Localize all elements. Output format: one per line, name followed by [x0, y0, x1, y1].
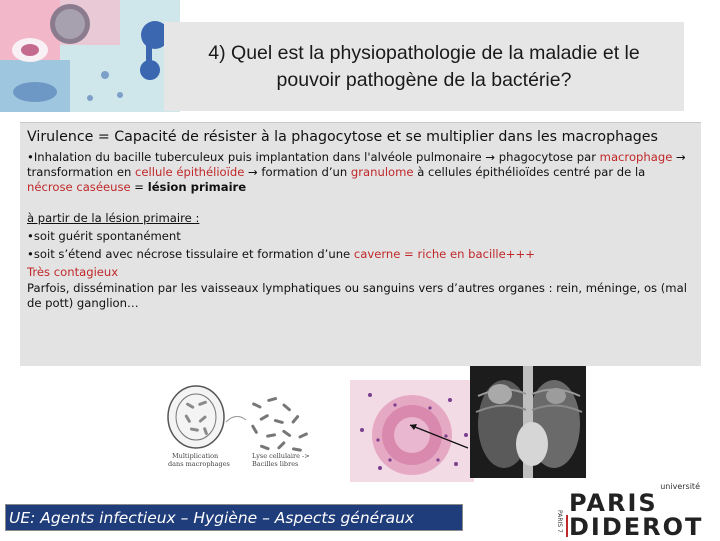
lesion-term: lésion primaire: [147, 180, 247, 194]
caverne-term: caverne = riche en bacille+++: [353, 247, 535, 261]
dissemination-line: Parfois, dissémination par les vaisseaux lymphatiques ou sanguins vers d’autres organes : rein, méninge, os (mal de pott) ganglion…: [27, 281, 687, 310]
arrow-icon: →: [485, 150, 496, 164]
contagieux-line: Très contagieux: [27, 265, 119, 279]
arrow-icon: →: [676, 150, 686, 164]
diagram-label: Lyse cellulaire ->: [252, 452, 310, 460]
cellule-term: cellule épithélioïde: [135, 165, 245, 179]
histology-image: [350, 380, 474, 482]
logo-paris-text: PARIS: [569, 489, 658, 517]
text-span: =: [130, 180, 148, 194]
logo-universite-text: université: [660, 482, 700, 491]
arrow-icon: →: [248, 165, 258, 179]
paragraph-evolution: [27, 209, 693, 311]
text-span: phagocytose par: [495, 150, 600, 164]
footer-banner: [5, 504, 463, 531]
text-span: •Inhalation du bacille tuberculeux puis implantation dans l'alvéole pulmonaire: [27, 150, 486, 164]
diagram-label: Bacilles libres: [252, 460, 299, 468]
logo-diderot-text: DIDEROT: [569, 513, 704, 541]
content-box: [20, 122, 701, 366]
slide-title: 4) Quel est la physiopathologie de la maladie et le pouvoir pathogène de la bactérie?: [208, 41, 640, 91]
macrophage-term: macrophage: [599, 150, 673, 164]
evolution-heading: à partir de la lésion primaire :: [27, 211, 200, 225]
evolution-item-1: •soit guérit spontanément: [27, 229, 181, 243]
virulence-line: Virulence = Capacité de résister à la phagocytose et se multiplier dans les macrophages: [27, 129, 658, 145]
necrose-term: nécrose caséeuse: [27, 180, 131, 194]
paragraph-physiopathologie: [27, 150, 693, 195]
text-span: formation d’un: [257, 165, 351, 179]
title-box: [164, 22, 684, 111]
evolution-item-2: [27, 245, 693, 263]
diagram-label: Multiplication: [172, 452, 219, 460]
text-span: à cellules épithélioïdes centré par de la: [413, 165, 646, 179]
diagram-label: dans macrophages: [168, 460, 230, 468]
micrograph-image: [0, 0, 180, 112]
footer-text: UE: Agents infectieux – Hygiène – Aspects généraux: [9, 508, 415, 527]
logo-side-text: PARIS 7: [556, 510, 563, 533]
chest-xray-image: [470, 366, 586, 478]
macrophage-diagram: [164, 382, 342, 478]
text-span: transformation en: [27, 165, 136, 179]
logo-accent-bar: [566, 515, 568, 537]
university-logo: [556, 482, 716, 541]
granulome-term: granulome: [350, 165, 414, 179]
text-span: •soit s’étend avec nécrose tissulaire et formation d’une: [27, 247, 354, 261]
